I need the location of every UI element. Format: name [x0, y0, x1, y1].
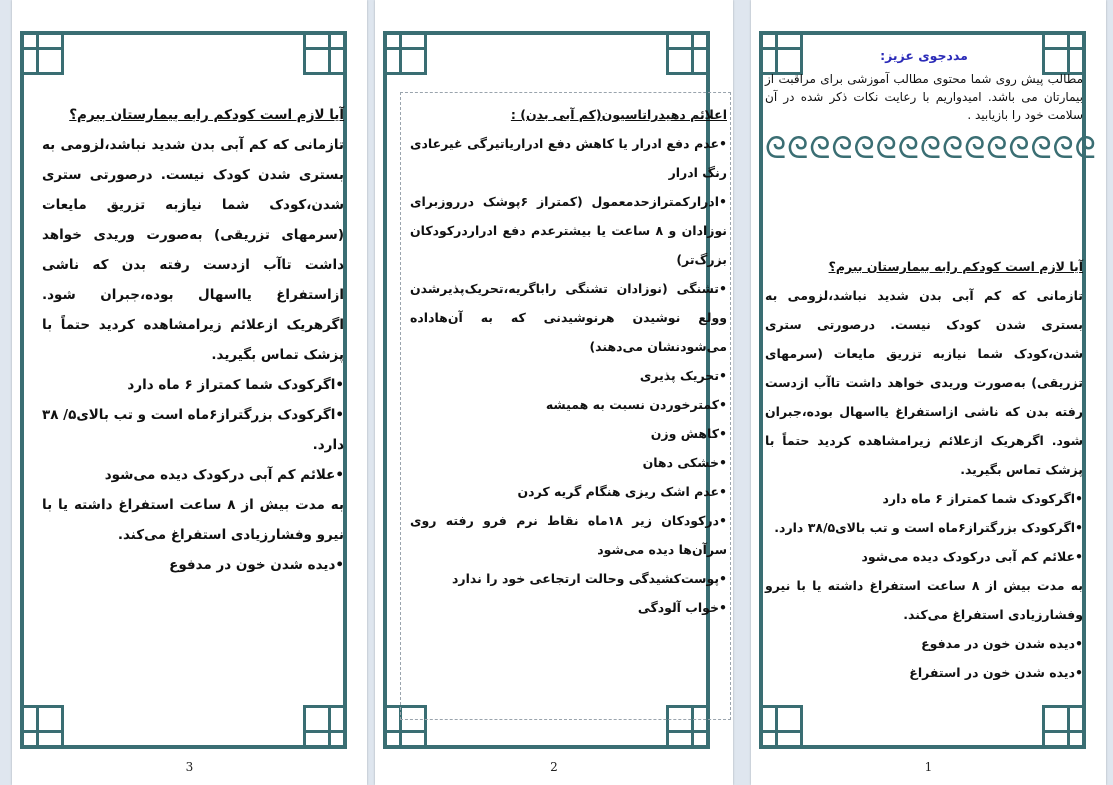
list-item: •خشکی دهان	[642, 455, 727, 470]
list-item: •تشنگی (نوزادان تشنگی راباگریه،تحریک‌پذیرشدن وولع نوشیدن هرنوشیدنی که به آن‌هاداده می‌شودنشان می‌دهند)	[410, 281, 727, 354]
section-heading: اعلائم دهیدراتاسیون(کم آبی بدن) :	[510, 107, 727, 122]
corner-ornament	[759, 705, 803, 749]
corner-ornament	[20, 705, 64, 749]
corner-ornament	[303, 705, 347, 749]
section-heading: آیا لازم است کودکم رابه بیمارستان ببرم؟	[69, 107, 344, 123]
corner-ornament	[1042, 705, 1086, 749]
page-1	[751, 0, 1106, 785]
ornament-border: ᘓᘓᘓᘓᘓᘓᘓᘓᘓᘓᘓᘓᘓᘓᘓ	[765, 131, 1097, 166]
list-item: •کمترخوردن نسبت به همیشه	[545, 397, 727, 412]
list-item: •خواب آلودگی	[637, 600, 727, 615]
list-item: •علائم کم آبی درکودک دیده می‌شود	[861, 549, 1083, 564]
section-heading: آیا لازم است کودکم رابه بیمارستان ببرم؟	[828, 259, 1083, 274]
corner-ornament	[20, 31, 64, 75]
list-item: •اگرکودک بزرگتراز۶ماه است و تب بالای۵/ ۳۸ دارد.	[41, 407, 344, 453]
page-2-content	[410, 100, 727, 622]
list-item: •اگرکودک بزرگتراز۶ماه است و تب بالای۳۸/۵ دارد.	[774, 520, 1083, 535]
list-item: •ادرارکمترازحدمعمول (کمتراز ۶پوشک درروزبرای نوزادان و ۸ ساعت یا بیشترعدم دفع ادراردرکودکان بزرگ‌تر)	[410, 194, 727, 267]
list-item: •علائم کم آبی درکودک دیده می‌شود	[104, 467, 344, 483]
list-item: •اگرکودک شما کمتراز ۶ ماه دارد	[127, 377, 344, 393]
paragraph: تازمانی که کم آبی بدن شدید نباشد،لزومی به بستری شدن کودک نیست. درصورتی ستری شدن،کودک شما نیازبه تزریق مایعات (سرمهای تزریقی) به‌صورت وریدی خواهد داشت تاآب ازدست رفته بدن که ناشی ازاستفراغ یااسهال بوده،جبران شود. اگرهریک ازعلائم زیرامشاهده کردید حتماً با پزشک تماس بگیرید.	[42, 137, 344, 363]
list-item: •دیده شدن خون در مدفوع	[169, 557, 344, 573]
paragraph: تازمانی که کم آبی بدن شدید نباشد،لزومی به بستری شدن کودک نیست. درصورتی ستری شدن،کودک شما نیازبه تزریق مایعات (سرمهای تزریقی) به‌صورت وریدی خواهد داشت تاآب ازدست رفته بدن که ناشی ازاستفراغ یااسهال بوده،جبران شود. اگرهریک ازعلائم زیرامشاهده کردید حتماً با پزشک تماس بگیرید.	[765, 288, 1083, 477]
list-item: به مدت بیش از ۸ ساعت استفراغ داشته یا با نیرو وفشارزیادی استفراغ می‌کند.	[42, 497, 344, 543]
corner-ornament	[666, 31, 710, 75]
page-3-content	[42, 100, 344, 580]
list-item: •درکودکان زیر ۱۸ماه نقاط نرم فرو رفته روی سرآن‌ها دیده می‌شود	[410, 513, 727, 557]
page-1-content	[765, 45, 1097, 687]
list-item: •اگرکودک شما کمتراز ۶ ماه دارد	[882, 491, 1083, 506]
page-3	[12, 0, 367, 785]
intro-text: مطالب پیش روی شما محتوی مطالب آموزشی برای مراقبت از بیمارتان می باشد. امیدواریم با رعایت نکات ذکر شده در آن سلامت خود را بازیابید .	[765, 72, 1083, 122]
salutation: مددجوی عزیز:	[880, 48, 968, 63]
page-number: 3	[185, 760, 194, 774]
page-number: 2	[550, 760, 558, 774]
page-2	[375, 0, 733, 785]
list-item: •عدم دفع ادرار یا کاهش دفع ادراریاتیرگی غیرعادی رنگ ادرار	[410, 136, 727, 180]
list-item: •پوست‌کشیدگی وحالت ارتجاعی خود را ندارد	[451, 571, 727, 586]
list-item: •دیده شدن خون در استفراغ	[909, 665, 1083, 680]
list-item: •کاهش وزن	[650, 426, 727, 441]
list-item: •عدم اشک ریزی هنگام گریه کردن	[517, 484, 727, 499]
list-item: •تحریک پذیری	[639, 368, 727, 383]
corner-ornament	[383, 31, 427, 75]
list-item: •دیده شدن خون در مدفوع	[921, 636, 1083, 651]
corner-ornament	[303, 31, 347, 75]
list-item: به مدت بیش از ۸ ساعت استفراغ داشته یا با نیرو وفشارزیادی استفراغ می‌کند.	[765, 578, 1084, 622]
page-number: 1	[924, 760, 933, 774]
